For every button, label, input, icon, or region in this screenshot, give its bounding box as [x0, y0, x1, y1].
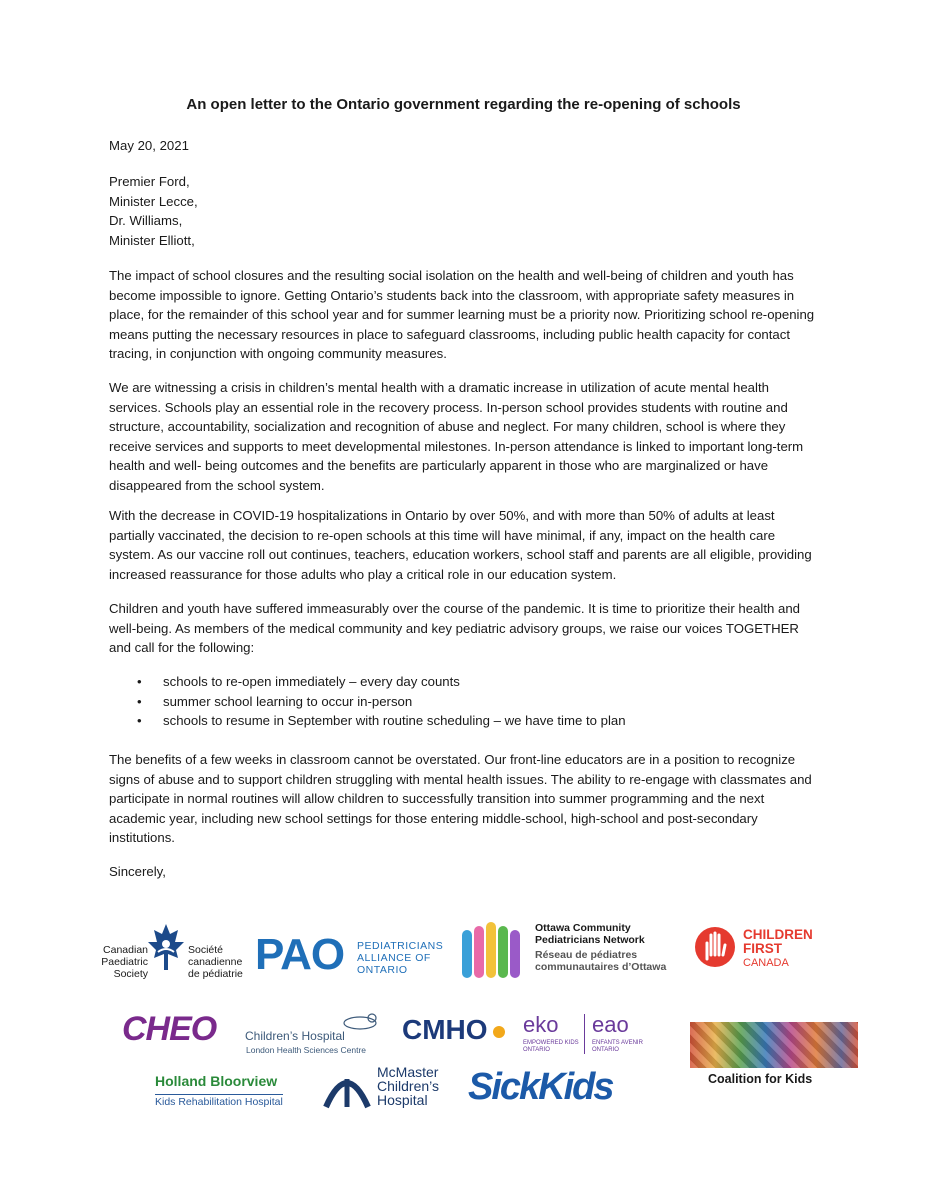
signoff: Sincerely, [109, 864, 166, 879]
bear-icon [340, 1012, 380, 1030]
children-figures-icon [460, 920, 530, 980]
children-first-canada-logo: CHILDREN FIRST CANADA [695, 925, 835, 975]
ocpn-logo: Ottawa Community Pediatricians Network Réseau de pédiatres communautaires d’Ottawa [460, 920, 675, 985]
list-item: • summer school learning to occur in-person [109, 692, 809, 712]
recipient: Dr. Williams, [109, 213, 183, 228]
maple-leaf-icon [144, 922, 188, 972]
recipients-block [109, 172, 819, 250]
hand-icon [695, 925, 735, 969]
cps-logo: Canadian Paediatric Society Société canadienne de pédiatrie [100, 918, 245, 988]
sickkids-logo: SickKids [468, 1066, 613, 1108]
paragraph: With the decrease in COVID-19 hospitalizations in Ontario by over 50%, and with more than 50% of adults at least partially vaccinated, the decision to re-open schools at this time will have minimal, if any, impact on the health care system. As our vaccine roll out continues, teachers, education workers, school staff and parents are all eligible, providing increased reassurance for those adults who play a critical role in our education system. [109, 508, 812, 582]
demands-list [109, 672, 809, 731]
bullet-icon: • [137, 674, 142, 689]
cheo-logo: CHEO [122, 1010, 217, 1048]
bullet-icon: • [137, 713, 142, 728]
letter-title: An open letter to the Ontario government regarding the re-opening of schools [186, 96, 741, 113]
bullet-icon: • [137, 693, 142, 709]
paragraph: The impact of school closures and the resulting social isolation on the health and well-being of children and youth has become impossible to ignore. Getting Ontario’s students back into the classroom, with appropriate safety measures in place, for the remainder of this school year and for summer learning must be a priority now. Prioritizing school re-opening means putting the necessary resources in place to safeguard classrooms, including public health capacity for contact tracing, in conjunction with ongoing community measures. [109, 268, 815, 361]
sun-icon [489, 1022, 509, 1042]
coalition-for-kids-logo: Coalition for Kids [690, 1022, 858, 1112]
recipient: Minister Elliott, [109, 232, 195, 248]
paragraph: Children and youth have suffered immeasurably over the course of the pandemic. It is time to prioritize their health and well-being. As members of the medical community and key pediatric advisory groups, we raise our voices TOGETHER and call for the following: [109, 601, 801, 655]
paragraph: We are witnessing a crisis in children’s mental health with a dramatic increase in utilization of acute mental health services. Schools play an essential role in the recovery process. In-person school provides students with routine and structure, accountability, socialization and recognition of abuse and neglect. For many children, school is where they receive services and supports to meet developmental milestones. In-person attendance is linked to important long-term health and well- being outcomes and the benefits are particularly apparent in those who are marginalized or have disappeared from the school system. [109, 380, 804, 493]
recipient: Premier Ford, [109, 174, 190, 189]
pao-logo: PAO PEDIATRICIANS ALLIANCE OF ONTARIO [255, 930, 444, 979]
eko-eao-logo: eko eao EMPOWERED KIDS ONTARIO ENFANTS AVENIR ONTARIO [523, 1012, 643, 1053]
recipient: Minister Lecce, [109, 193, 198, 209]
childrens-hospital-logo: Children’s Hospital London Health Sciences Centre [240, 1012, 390, 1057]
divider [584, 1014, 585, 1054]
arch-icon [322, 1065, 372, 1109]
list-item: • schools to re-open immediately – every day counts [109, 672, 809, 692]
list-item: • schools to resume in September with routine scheduling – we have time to plan [109, 711, 809, 731]
paragraph: The benefits of a few weeks in classroom cannot be overstated. Our front-line educators are in a position to recognize signs of abuse and to support children struggling with mental health issues. The ability to re-engage with classmates and participate in normal routines will allow children to successfully transition into summer programming and the next academic year, including new school settings for those entering middle-school, high-school and post-secondary institutions. [109, 752, 812, 845]
holland-bloorview-logo: Holland Bloorview Kids Rehabilitation Hospital [155, 1073, 283, 1108]
letter-date: May 20, 2021 [109, 138, 189, 153]
cmho-logo: CMHO [402, 1014, 509, 1046]
mcmaster-childrens-hospital-logo: McMaster Children’s Hospital [322, 1065, 462, 1115]
